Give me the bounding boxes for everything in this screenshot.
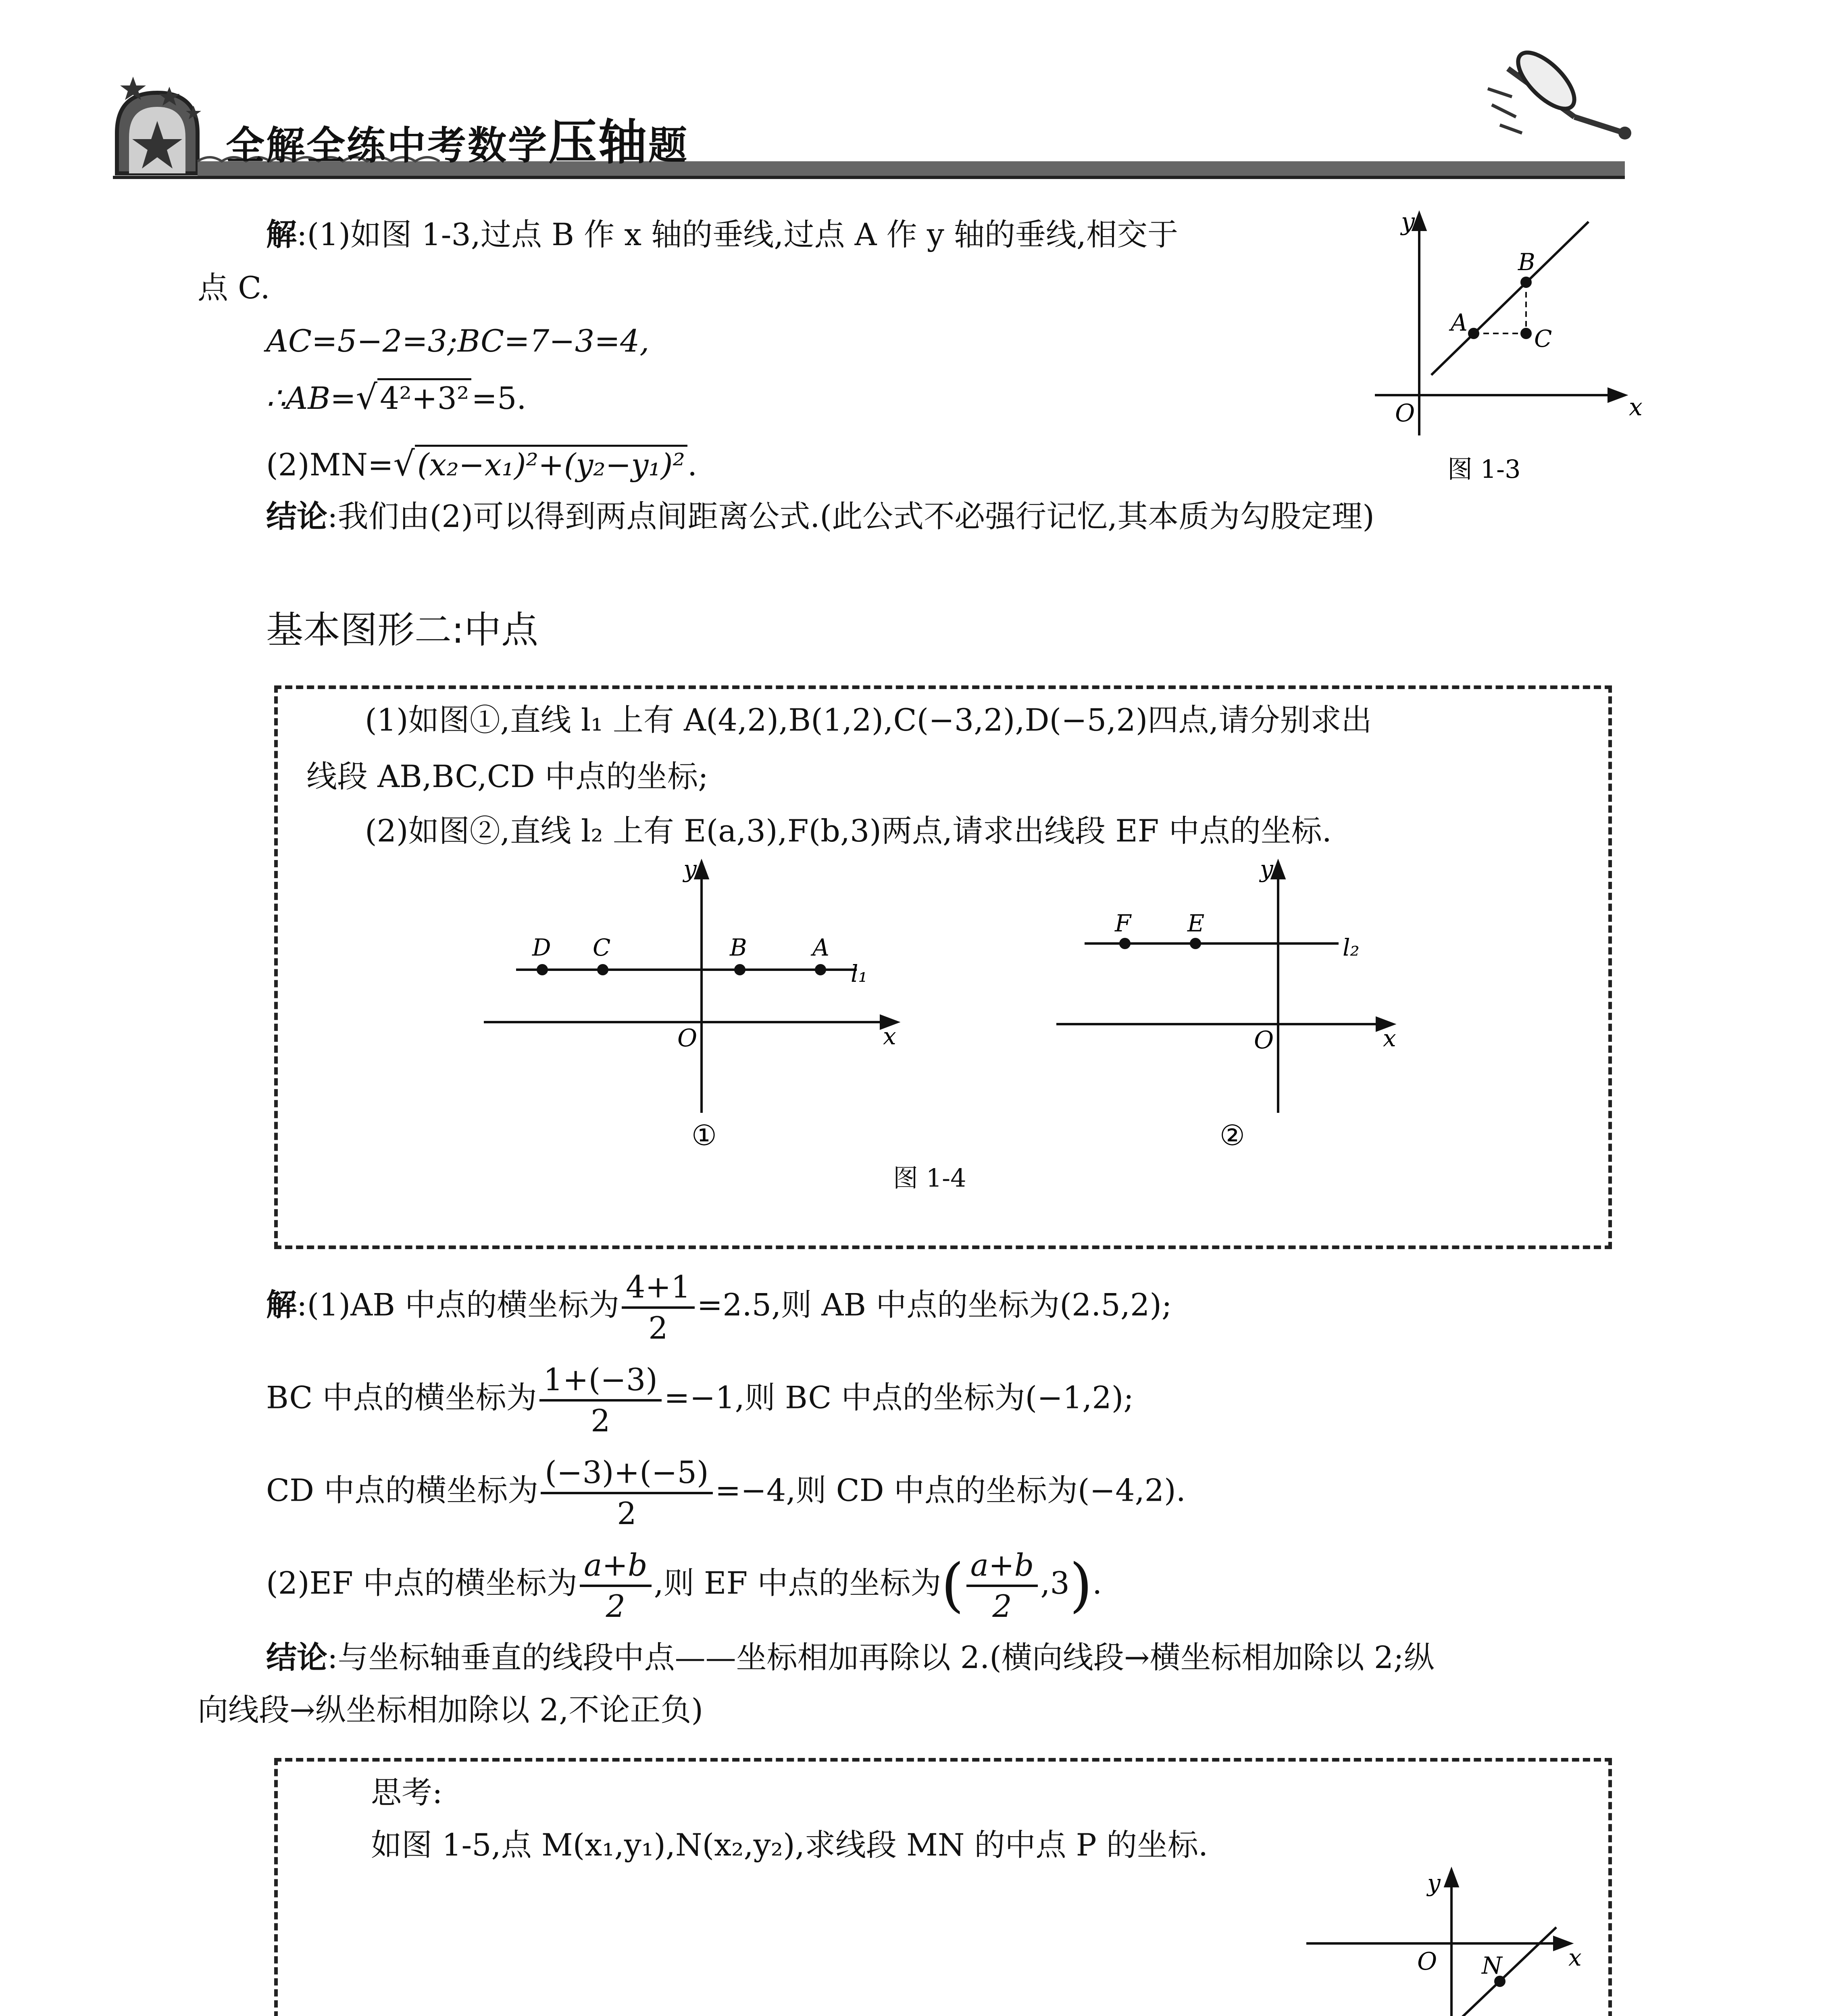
box1-p1b: 线段 AB,BC,CD 中点的坐标;	[306, 758, 708, 794]
box1-p1: (1)如图①,直线 l₁ 上有 A(4,2),B(1,2),C(−3,2),D(−5,2)四点,请分别求出	[365, 702, 1372, 738]
figure-1-4-a-label: ①	[691, 1119, 717, 1152]
sol1-line2: AC=5−2=3;BC=7−3=4,	[266, 323, 650, 359]
svg-text:O: O	[1254, 1026, 1274, 1054]
sol2-line3: CD 中点的横坐标为 $\frac{(-3)+(-5)}{2}$ =−4,则 CD 中点的坐标为(−4,2).	[266, 1454, 1186, 1531]
sol2-line4: (2)EF 中点的横坐标为 $\frac{a+b}{2}$ ,则 EF 中点的坐标为( $\frac{a+b}{2}$ ,3).	[266, 1547, 1102, 1624]
section-2-title: 基本图形二:中点	[266, 608, 538, 652]
point-c-label: C	[1534, 325, 1552, 352]
box1-p2: (2)如图②,直线 l₂ 上有 E(a,3),F(b,3)两点,请求出线段 EF 中点的坐标.	[365, 813, 1332, 849]
svg-text:O: O	[677, 1024, 698, 1052]
svg-text:y: y	[683, 859, 697, 883]
axis-y-label: y	[1401, 210, 1415, 236]
sol1-line1b: 点 C.	[198, 270, 270, 306]
point-a	[1469, 329, 1478, 338]
sol1-line3: ∴AB=√4²+3²=5.	[266, 377, 527, 417]
figure-1-4-caption: 图 1-4	[893, 1163, 966, 1193]
svg-text:l₂: l₂	[1343, 934, 1360, 961]
line-mn	[1383, 1927, 1556, 2016]
sol1-line4: (2)MN=√(x₂−x₁)²+(y₂−y₁)².	[266, 444, 698, 483]
sol2-conclusion-1: 结论:与坐标轴垂直的线段中点——坐标相加再除以 2.(横向线段→横坐标相加除以 2;纵	[266, 1639, 1435, 1675]
svg-text:D: D	[532, 934, 551, 961]
point-c	[598, 965, 607, 974]
point-b	[735, 965, 744, 974]
svg-text:y: y	[1260, 859, 1273, 883]
figure-1-4-b	[1048, 859, 1411, 1173]
svg-text:l₁: l₁	[851, 960, 868, 987]
point-f	[1120, 939, 1129, 948]
svg-text:E: E	[1187, 910, 1205, 937]
svg-text:x: x	[883, 1023, 896, 1050]
point-a	[816, 965, 825, 974]
svg-text:B: B	[730, 934, 747, 961]
line-ab	[1431, 222, 1589, 375]
figure-1-5	[1298, 1863, 1597, 2016]
figure-1-4-a	[476, 859, 911, 1173]
sol2-conclusion-2: 向线段→纵坐标相加除以 2,不论正负)	[198, 1692, 703, 1728]
sol1-conclusion: 结论:我们由(2)可以得到两点间距离公式.(此公式不必强行记忆,其本质为勾股定理)	[266, 498, 1374, 534]
lamp-icon	[1488, 44, 1631, 140]
svg-text:x: x	[1383, 1025, 1396, 1052]
svg-text:A: A	[812, 934, 829, 961]
sol2-line1: 解:(1)AB 中点的横坐标为 $\frac{4+1}{2}$ =2.5,则 AB 中点的坐标为(2.5,2);	[266, 1269, 1172, 1346]
svg-text:C: C	[593, 934, 611, 961]
svg-text:F: F	[1115, 910, 1131, 937]
point-e	[1191, 939, 1200, 948]
svg-text:y: y	[1427, 1869, 1441, 1897]
axis-x-label: x	[1629, 393, 1643, 421]
svg-text:x: x	[1568, 1944, 1582, 1971]
sol2-line2: BC 中点的横坐标为 $\frac{1+(-3)}{2}$ =−1,则 BC 中点的坐标为(−1,2);	[266, 1362, 1134, 1439]
svg-text:O: O	[1417, 1947, 1437, 1976]
point-b	[1522, 278, 1530, 287]
page-header	[0, 0, 1822, 185]
figure-1-3	[1363, 210, 1645, 508]
think-label: 思考:	[371, 1774, 443, 1810]
point-d	[538, 965, 547, 974]
header-title: 全解全练中考数学压轴题	[226, 115, 689, 171]
think-text: 如图 1-5,点 M(x₁,y₁),N(x₂,y₂),求线段 MN 的中点 P 的坐标.	[371, 1827, 1208, 1863]
figure-1-4-b-label: ②	[1220, 1119, 1245, 1152]
point-c	[1522, 329, 1530, 338]
point-a-label: A	[1451, 309, 1468, 336]
origin-label: O	[1395, 399, 1415, 427]
sol1-line1: 解:(1)如图 1-3,过点 B 作 x 轴的垂线,过点 A 作 y 轴的垂线,相交于	[266, 217, 1179, 252]
svg-text:N: N	[1482, 1952, 1502, 1979]
figure-1-3-caption: 图 1-3	[1447, 454, 1521, 484]
point-b-label: B	[1518, 248, 1535, 276]
